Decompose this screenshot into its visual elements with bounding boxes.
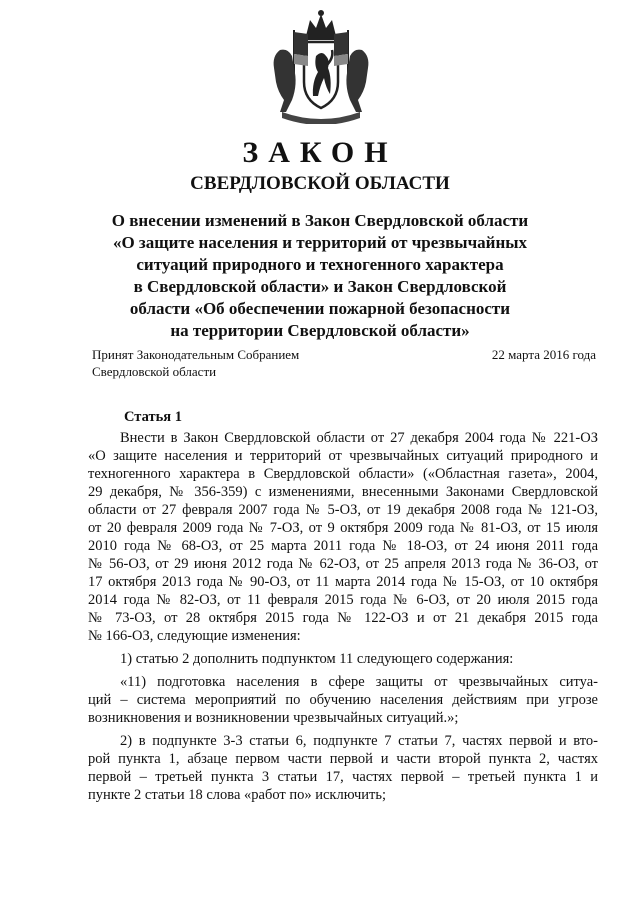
article-item-line: 2) в подпункте 3-3 статьи 6, подпункте 7 статьи 7, частях первой и вто- (120, 733, 598, 749)
law-title-line: О внесении изменений в Закон Свердловской области (111, 211, 529, 230)
adoption-date: 22 марта 2016 года (491, 347, 596, 362)
article-text-line: Внести в Закон Свердловской области от 27 декабря 2004 года № 221-ОЗ (120, 430, 598, 446)
article-text-line: № 56-ОЗ, от 29 июня 2012 года № 62-ОЗ, от 25 апреля 2013 года № 36-ОЗ, от (88, 556, 598, 572)
article-item-line: 1) статью 2 дополнить подпунктом 11 следующего содержания: (120, 651, 514, 667)
article-quote-line: возникновения и возникновении чрезвычайных ситуаций.»; (88, 710, 459, 726)
article-item-line: пункте 2 статьи 18 слова «работ по» исключить; (88, 787, 387, 803)
law-title-line: «О защите населения и территорий от чрезвычайных (112, 233, 528, 252)
article-text-line: техногенного характера в Свердловской области» («Областная газета», 2004, (88, 466, 598, 482)
article-text-line: 17 октября 2013 года № 90-ОЗ, от 11 марта 2014 года № 15-ОЗ, от 10 октября (88, 574, 598, 590)
law-title-line: в Свердловской области» и Закон Свердловской (133, 277, 507, 296)
article-text-line: области от 27 февраля 2007 года № 5-ОЗ, от 19 декабря 2008 года № 121-ОЗ, (88, 502, 598, 518)
article-text-line: 29 декабря, № 356-359) с изменениями, внесенными Законами Свердловской (88, 484, 598, 500)
article-body (88, 429, 598, 804)
adoption-body-line: Принят Законодательным Собранием (92, 347, 300, 362)
article-item-line: первой – третьей пункта 3 статьи 17, частях первой – третьей пункта 1 и (88, 769, 598, 785)
document-type-title: ЗАКОН (242, 136, 398, 169)
coat-of-arms-icon (268, 8, 374, 124)
article-text-line: 2014 года № 82-ОЗ, от 11 февраля 2015 года № 6-ОЗ, от 20 июля 2015 года (88, 592, 598, 608)
article-item-line: рой пункта 1, абзаце первом части первой и части второй пункта 2, частях (88, 751, 598, 767)
adoption-body (92, 346, 299, 380)
law-title (90, 210, 550, 342)
article-text-line: № 73-ОЗ, от 28 октября 2015 года № 122-ОЗ и от 21 декабря 2015 года (88, 610, 598, 626)
law-title-line: на территории Свердловской области» (170, 321, 470, 340)
region-title: СВЕРДЛОВСКОЙ ОБЛАСТИ (190, 173, 450, 194)
law-title-line: области «Об обеспечении пожарной безопасности (129, 299, 511, 318)
article-text-line: 2010 года № 68-ОЗ, от 25 марта 2011 года № 18-ОЗ, от 24 июня 2011 года (88, 538, 598, 554)
article-quote-line: «11) подготовка населения в сфере защиты от чрезвычайных ситуа- (120, 674, 598, 690)
article-quote-line: ций – система мероприятий по обучению населения действиям при угрозе (88, 692, 598, 708)
article-text-line: от 20 февраля 2009 года № 7-ОЗ, от 9 октября 2009 года № 81-ОЗ, от 15 июля (88, 520, 598, 536)
article-heading: Статья 1 (124, 409, 182, 425)
article-text-line: № 166-ОЗ, следующие изменения: (88, 628, 301, 644)
adoption-body-line: Свердловской области (92, 364, 217, 379)
law-title-line: ситуаций природного и техногенного характера (136, 255, 504, 274)
article-text-line: «О защите населения и территорий от чрезвычайных ситуаций природного и (88, 448, 598, 464)
